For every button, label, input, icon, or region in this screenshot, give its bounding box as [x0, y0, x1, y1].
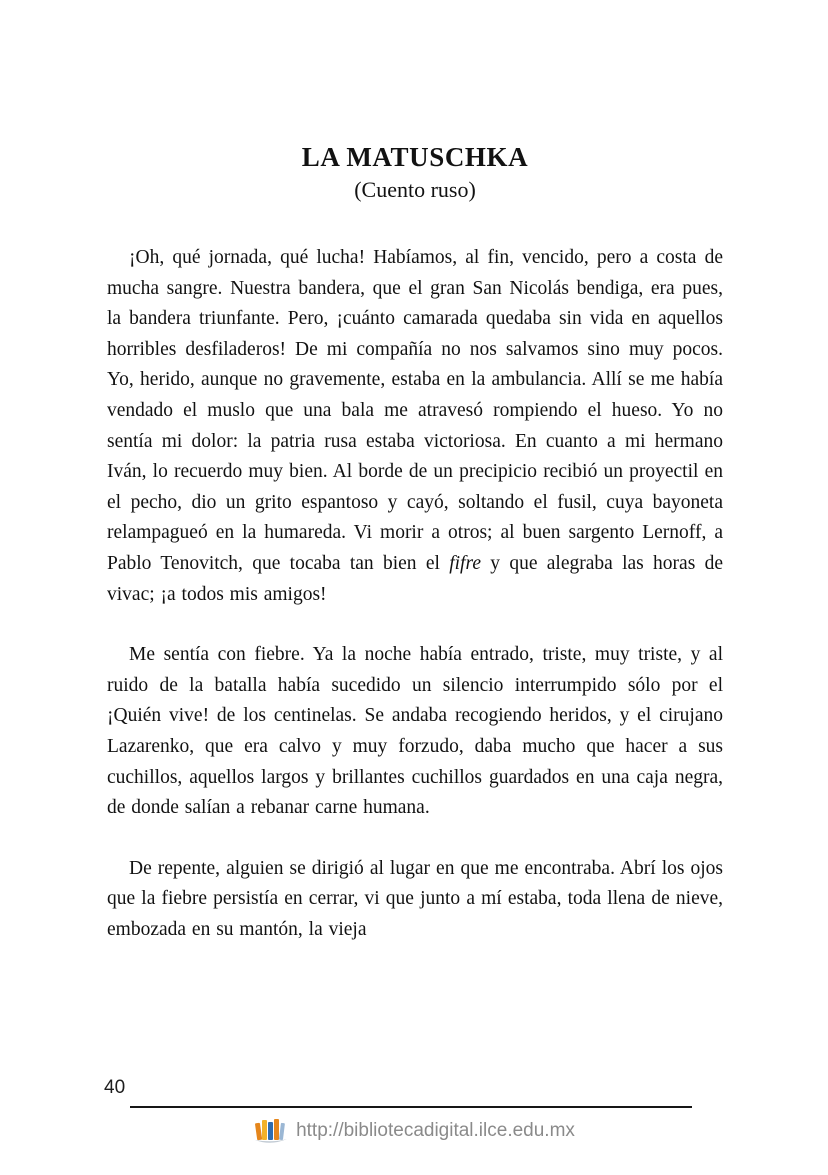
- paragraph-text: y que alegraba las horas de vivac; ¡a todos mis amigos!: [107, 552, 723, 605]
- text-column: [107, 142, 723, 975]
- books-logo-icon: [253, 1116, 289, 1146]
- story-paragraph-3: De repente, alguien se dirigió al lugar en que me encontraba. Abrí los ojos que la fiebre persistía en cerrar, vi que junto a mí estaba, toda llena de nieve, embozada en su mantón, la vieja: [107, 857, 723, 940]
- story-paragraph-2: Me sentía con fiebre. Ya la noche había entrado, triste, muy triste, y al ruido de la batalla había sucedido un silencio interrumpido sólo por el ¡Quién vive! de los centinelas. Se andaba recogiendo heridos, y el cirujano Lazarenko, que era calvo y muy forzudo, daba mucho que hacer a sus cuchillos, aquellos largos y brillantes cuchillos guardados en una caja negra, de donde salían a rebanar carne humana.: [107, 644, 723, 819]
- footer-bar: [0, 1116, 828, 1146]
- story-paragraph-1: [107, 243, 723, 610]
- footer-url-link[interactable]: http://bibliotecadigital.ilce.edu.mx: [296, 1120, 575, 1141]
- page-number: 40: [104, 1077, 126, 1098]
- page-subtitle: (Cuento ruso): [354, 177, 476, 202]
- paragraph-text: ¡Oh, qué jornada, qué lucha! Habíamos, al fin, vencido, pero a costa de mucha sangre. Nuestra bandera, que el gran San Nicolás bendiga, era pues, la bandera triunfante. Pero, ¡cuánto camarada quedaba sin vida en aquellos horribles desfiladeros! De mi compañía no nos salvamos sino muy pocos. Yo, herido, aunque no gravemente, estaba en la ambulancia. Allí se me había vendado el muslo que una bala me atravesó rompiendo el hueso. Yo no sentía mi dolor: la patria rusa estaba victoriosa. En cuanto a mi hermano Iván, lo recuerdo muy bien. Al borde de un precipicio recibió un proyectil en el pecho, dio un grito espantoso y cayó, soltando el fusil, cuya bayoneta relampagueó en la humareda. Vi morir a otros; al buen sargento Lernoff, a Pablo Tenovitch, que tocaba tan bien el: [107, 247, 723, 574]
- paragraph-italic-word: fifre: [449, 552, 481, 574]
- page-title: LA MATUSCHKA: [301, 142, 529, 172]
- footer-rule: [130, 1106, 692, 1108]
